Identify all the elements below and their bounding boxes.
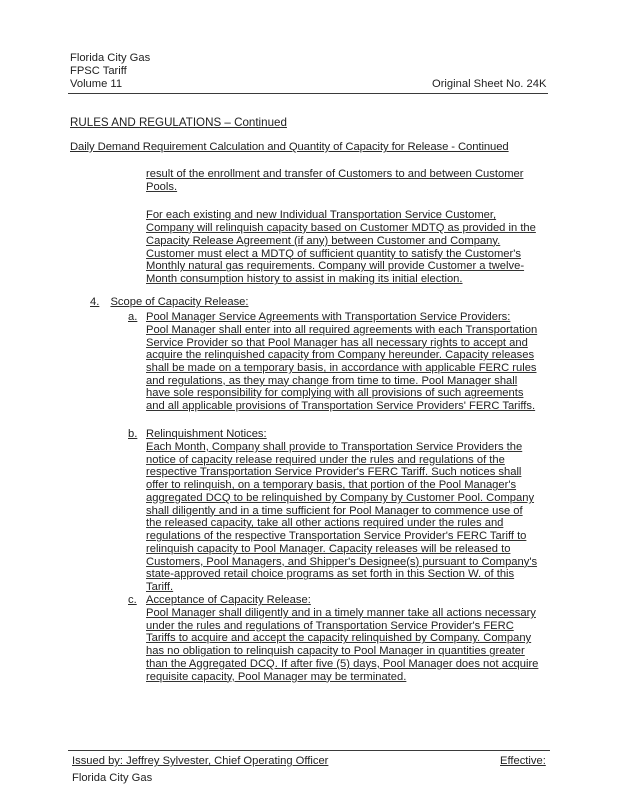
- subsection-title: Daily Demand Requirement Calculation and Quantity of Capacity for Release - Continued: [70, 141, 509, 153]
- continued-paragraph: result of the enrollment and transfer of Customers to and between Customer Pools.: [146, 168, 524, 193]
- subitem-b-title: Relinquishment Notices:: [146, 428, 267, 440]
- subitem-b-body: Each Month, Company shall provide to Transportation Service Providers the notice of capacity release required under the rules and regulations of the respective Transportation Service Provider's FERC Tariff. Such notices shall offer to relinquish, on a temporary basis, that portion of the Pool Manager's aggregated DCQ to be relinquished by Company by Customer Pool. Company shall diligently and in a time sufficient for Pool Manager to commence use of the released capacity, take all other actions required under the rules and regulations of the respective Transportation Service Provider's FERC Tariff to relinquish capacity to Pool Manager. Capacity releases will be released to Customers, Pool Managers, and Shipper's Designee(s) pursuant to Company's state-approved retail choice programs as set forth in this Section W. of this Tariff.: [146, 440, 538, 594]
- subitem-b: [146, 428, 540, 594]
- header-rule: [68, 93, 548, 94]
- footer-rule: [68, 750, 550, 751]
- subitem-c-letter: c.: [128, 594, 137, 606]
- section-title: RULES AND REGULATIONS – Continued: [70, 116, 287, 129]
- footer-company: Florida City Gas: [72, 772, 153, 784]
- item-4-number: 4.: [90, 296, 100, 308]
- footer-issued-by: Issued by: Jeffrey Sylvester, Chief Operating Officer: [72, 755, 329, 767]
- header-tariff: FPSC Tariff: [70, 65, 127, 77]
- subitem-a-body: Pool Manager shall enter into all required agreements with each Transportation Service Provider so that Pool Manager has all necessary rights to accept and acquire the relinquished capacity from Company hereunder. Capacity releases shall be made on a temporary basis, in accordance with applicable FERC rules and regulations, as they may change from time to time. Pool Manager shall have sole responsibility for complying with all provisions of such agreements and all applicable provisions of Transportation Service Providers' FERC Tariffs.: [146, 323, 538, 413]
- header-company: Florida City Gas: [70, 52, 151, 64]
- subitem-b-letter: b.: [128, 428, 138, 440]
- header-volume: Volume 11: [70, 78, 123, 90]
- subitem-c: [146, 594, 540, 683]
- subitem-c-body: Pool Manager shall diligently and in a timely manner take all actions necessary under the rules and regulations of Transportation Service Provider's FERC Tariffs to acquire and accept the capacity relinquished by Company. Company has no obligation to relinquish capacity to Pool Manager in quantities greater than the Aggregated DCQ. If after five (5) days, Pool Manager does not acquire requisite capacity, Pool Manager may be terminated.: [146, 606, 539, 683]
- subitem-c-title: Acceptance of Capacity Release:: [146, 594, 311, 606]
- item-4-title: Scope of Capacity Release:: [110, 296, 249, 308]
- intro-paragraph: For each existing and new Individual Transportation Service Customer, Company will relinquish capacity based on Customer MDTQ as provided in the Capacity Release Agreement (if any) between Customer and Company. Customer must elect a MDTQ of sufficient quantity to satisfy the Customer's Monthly natural gas requirements. Company will provide Customer a twelve-Month consumption history to assist in making its initial election.: [146, 209, 536, 286]
- subitem-a-title: Pool Manager Service Agreements with Transportation Service Providers:: [146, 311, 511, 323]
- footer-effective: Effective:: [500, 755, 546, 767]
- subitem-a-letter: a.: [128, 311, 138, 323]
- header-sheet-number: Original Sheet No. 24K: [432, 78, 547, 90]
- item-4-heading: [90, 296, 249, 309]
- subitem-a: [146, 311, 540, 413]
